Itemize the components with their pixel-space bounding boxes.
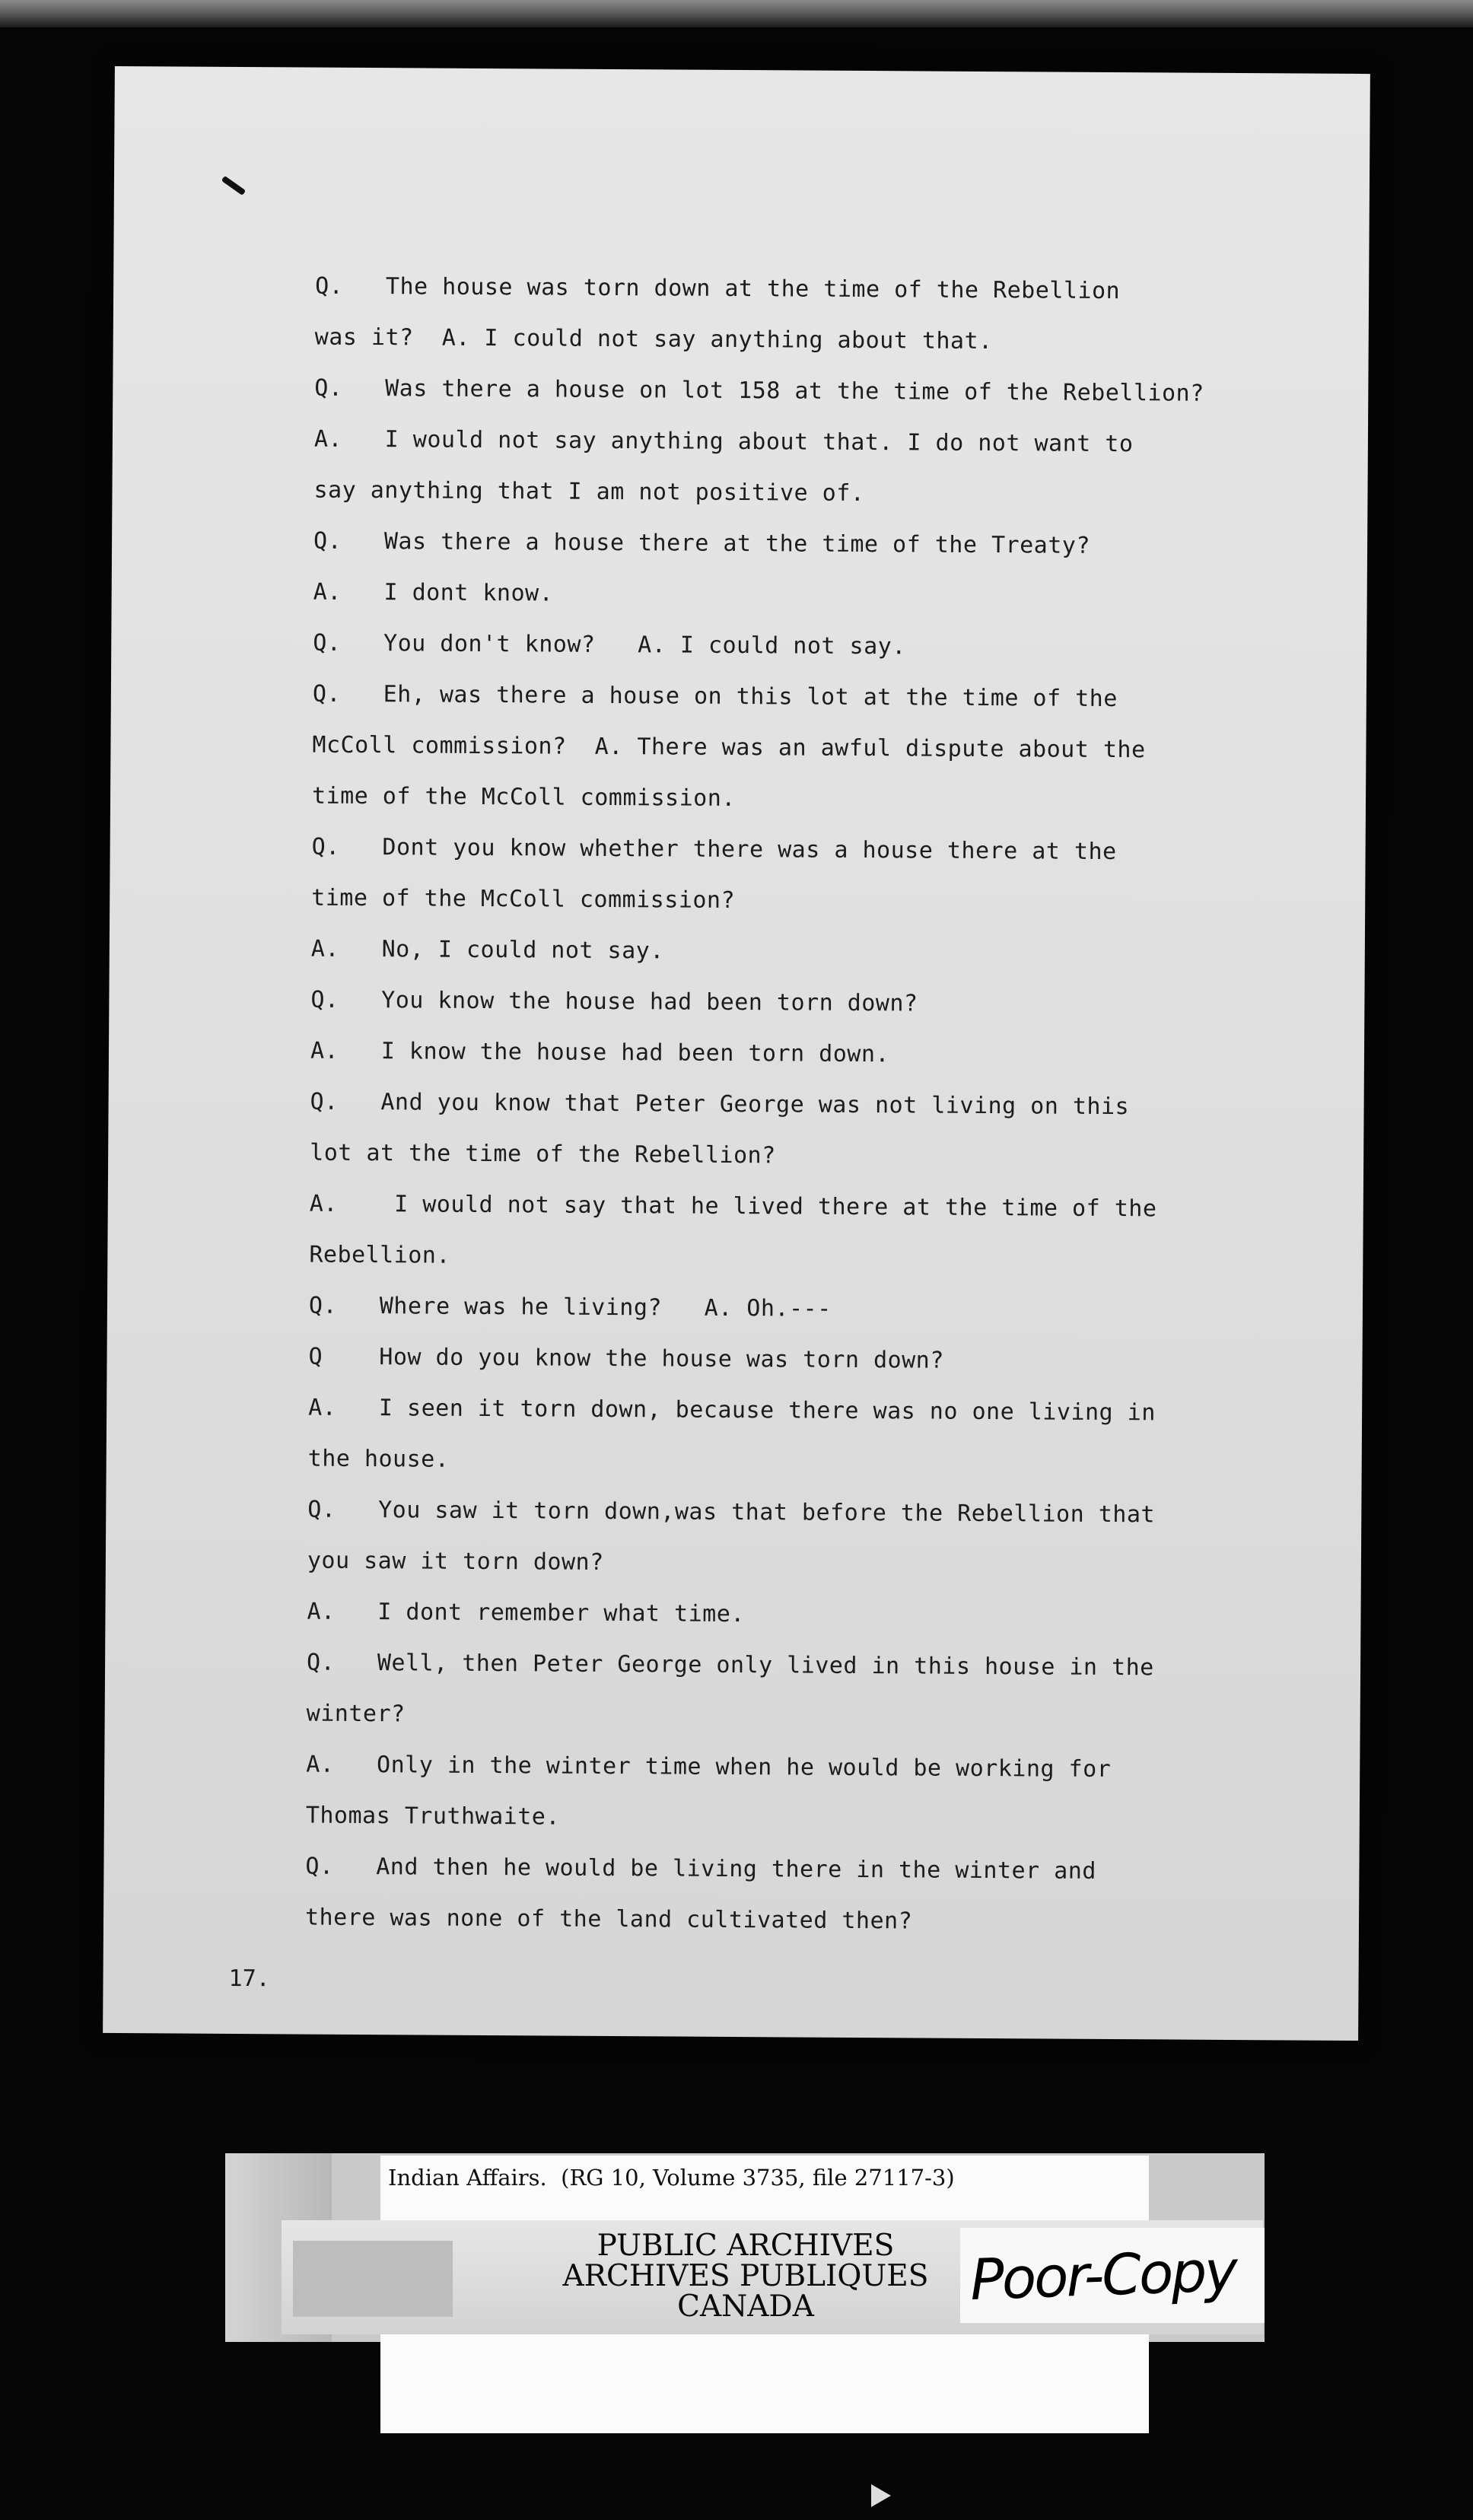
transcript-line: Q. Eh, was there a house on this lot at the time of the <box>312 680 1118 713</box>
transcript-line: time of the McColl commission? <box>311 884 736 914</box>
page-number: 17. <box>228 1965 270 1993</box>
transcript-line: Q. Where was he living? A. Oh.--- <box>308 1292 832 1322</box>
archive-citation: Indian Affairs. (RG 10, Volume 3735, file 27117-3) <box>388 2165 955 2191</box>
transcript-line: A. Only in the winter time when he would be working for <box>306 1751 1112 1783</box>
stamp-line: PUBLIC ARCHIVES <box>597 2229 895 2263</box>
tape-piece <box>293 2241 453 2317</box>
transcript-line: there was none of the land cultivated then? <box>304 1904 913 1935</box>
transcript-line: Q. Well, then Peter George only lived in this house in the <box>306 1649 1154 1682</box>
transcript-line: Rebellion. <box>309 1241 451 1269</box>
transcript-line: Q. Was there a house there at the time of the Treaty? <box>313 527 1091 559</box>
archives-stamp <box>548 2231 943 2322</box>
transcript-line: Q. You know the house had been torn down? <box>310 986 918 1017</box>
transcript-line: Q. Was there a house on lot 158 at the time of the Rebellion? <box>314 374 1204 407</box>
pen-mark <box>221 176 246 196</box>
stamp-line: CANADA <box>677 2289 814 2324</box>
stamp-line: ARCHIVES PUBLIQUES <box>562 2259 929 2293</box>
transcript-line: A. No, I could not say. <box>310 935 664 965</box>
arrow-icon <box>871 2484 891 2507</box>
transcript-line: A. I seen it torn down, because there was no one living in <box>308 1394 1156 1427</box>
transcript-line: A. I know the house had been torn down. <box>310 1037 890 1068</box>
transcript-line: A. I dont remember what time. <box>307 1598 746 1628</box>
film-top-edge <box>0 0 1473 27</box>
transcript-line: Thomas Truthwaite. <box>305 1802 561 1831</box>
transcript-line: A. I dont know. <box>313 578 554 607</box>
transcript-line: say anything that I am not positive of. <box>313 476 865 508</box>
transcript-line: was it? A. I could not say anything about that. <box>314 323 993 355</box>
transcript-line: Q. And then he would be living there in the winter and <box>305 1853 1097 1885</box>
transcript-line: time of the McColl commission. <box>311 782 736 812</box>
transcript-line: A. I would not say anything about that. I do not want to <box>313 425 1134 458</box>
transcript-line: you saw it torn down? <box>307 1547 604 1576</box>
transcript-line: lot at the time of the Rebellion? <box>310 1139 776 1169</box>
transcript-line: Q. You don't know? A. I could not say. <box>313 629 906 660</box>
poor-copy-note: Poor-Copy <box>969 2238 1237 2314</box>
transcript-line: Q. The house was torn down at the time of the Rebellion <box>315 272 1121 305</box>
transcript-line: Q. And you know that Peter George was not living on this <box>310 1088 1130 1121</box>
transcript-line: winter? <box>306 1700 406 1728</box>
transcript-line: McColl commission? A. There was an awful dispute about the <box>312 731 1146 764</box>
transcript-line: Q. You saw it torn down,was that before the Rebellion that <box>307 1496 1156 1529</box>
transcript-line: A. I would not say that he lived there at the time of the <box>309 1190 1157 1223</box>
transcript-text <box>304 272 1342 1935</box>
transcript-line: Q How do you know the house was torn down? <box>308 1343 944 1374</box>
transcript-line: Q. Dont you know whether there was a house there at the <box>311 833 1117 866</box>
document-page <box>103 66 1370 2041</box>
transcript-line: the house. <box>307 1445 450 1473</box>
